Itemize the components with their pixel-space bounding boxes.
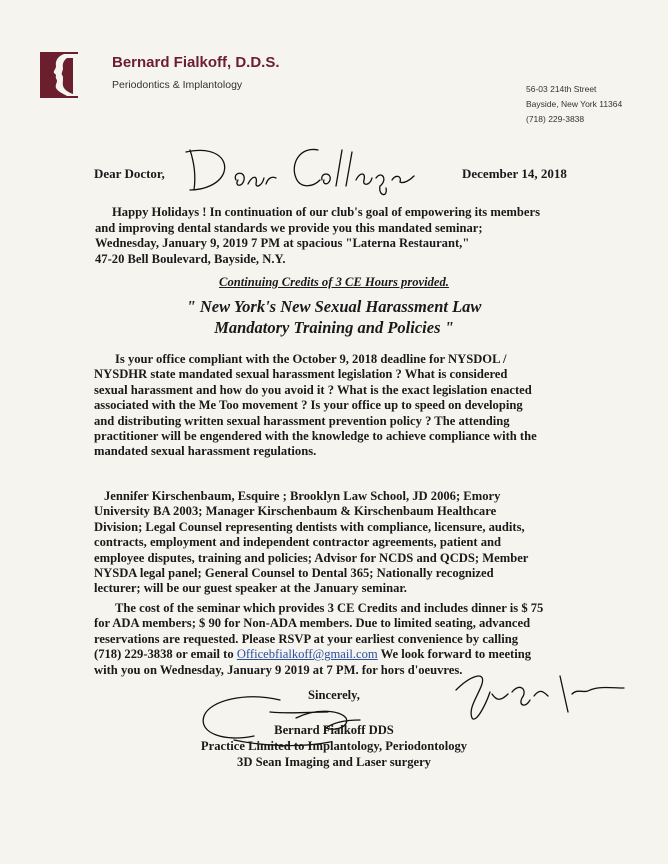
paragraph-line: mandated sexual harassment regulations.: [94, 444, 317, 459]
paragraph-line: Is your office compliant with the October 9, 2018 deadline for NYSDOL /: [115, 352, 507, 366]
seminar-title-line: " New York's New Sexual Harassment Law: [186, 297, 482, 316]
paragraph-line: lecturer; will be our guest speaker at the January seminar.: [94, 581, 407, 596]
paragraph-line: [94, 647, 594, 662]
rsvp-phone-text: (718) 229-3838 or email to: [94, 647, 237, 662]
address-line: 56-03 214th Street: [526, 84, 597, 94]
paragraph-line: employee disputes, training and policies; Advisor for NCDS and QCDS; Member: [94, 550, 529, 565]
closing-sincerely: Sincerely,: [308, 688, 360, 702]
imaging-line: 3D Sean Imaging and Laser surgery: [237, 755, 431, 769]
signer-name: Bernard Fialkoff DDS: [274, 723, 394, 737]
letterhead-specialty: Periodontics & Implantology: [112, 79, 243, 91]
paragraph-line: University BA 2003; Manager Kirschenbaum & Kirschenbaum Healthcare: [94, 504, 497, 519]
letterhead-name: Bernard Fialkoff, D.D.S.: [112, 54, 280, 71]
paragraph-line: and distributing written sexual harassment prevention policy ? The attending: [94, 413, 510, 428]
paragraph-line: reservations are requested. Please RSVP at your earliest convenience by calling: [94, 631, 519, 646]
intro-line: Happy Holidays ! In continuation of our club's goal of empowering its members: [112, 205, 540, 219]
address-line: Bayside, New York 11364: [526, 99, 623, 109]
paragraph-line: sexual harassment and how do you avoid it ? What is the exact legislation enacted: [94, 382, 532, 397]
intro-line: and improving dental standards we provide you this mandated seminar;: [95, 220, 483, 235]
email-link[interactable]: Officebfialkoff@gmail.com: [236, 647, 378, 662]
ce-credits-heading: Continuing Credits of 3 CE Hours provided.: [219, 275, 449, 289]
paragraph-line: The cost of the seminar which provides 3 CE Credits and includes dinner is $ 75: [115, 601, 544, 615]
paragraph-line: Division; Legal Counsel representing dentists with compliance, licensure, audits,: [94, 519, 525, 534]
intro-line: 47-20 Bell Boulevard, Bayside, N.Y.: [95, 251, 286, 266]
paragraph-line: contracts, employment and independent contractor agreements, patient and: [94, 535, 502, 550]
paragraph-line: practitioner will be engendered with the knowledge to achieve compliance with the: [94, 429, 537, 444]
compliance-paragraph: [94, 352, 594, 460]
paragraph-line: for ADA members; $ 90 for Non-ADA members. Due to limited seating, advanced: [94, 616, 531, 631]
paragraph-line: associated with the Me Too movement ? Is your office up to speed on developing: [94, 398, 523, 413]
dear-colleague-handwriting: [186, 149, 414, 194]
profile-silhouette-logo: [40, 52, 78, 98]
seminar-title-line: Mandatory Training and Policies ": [214, 318, 454, 337]
speaker-paragraph: [94, 489, 594, 597]
address-line: (718) 229-3838: [526, 114, 585, 124]
paragraph-line: NYSDHR state mandated sexual harassment legislation ? What is considered: [94, 367, 508, 382]
intro-line: Wednesday, January 9, 2019 7 PM at spacious "Laterna Restaurant,": [95, 236, 470, 250]
letterhead-address: [526, 82, 622, 127]
practice-line: Practice Limited to Implantology, Periodontology: [200, 739, 468, 753]
intro-paragraph: [95, 205, 585, 267]
paragraph-line: NYSDA legal panel; General Counsel to Dental 365; Nationally recognized: [94, 566, 494, 581]
meeting-text: We look forward to meeting: [377, 647, 532, 662]
cost-paragraph: [94, 601, 594, 678]
letter-date: December 14, 2018: [462, 166, 567, 181]
paragraph-line: with you on Wednesday, January 9 2019 at 7 PM. for hors d'oeuvres.: [94, 662, 463, 677]
salutation: Dear Doctor,: [94, 166, 165, 181]
paragraph-line: Jennifer Kirschenbaum, Esquire ; Brooklyn Law School, JD 2006; Emory: [104, 489, 501, 503]
